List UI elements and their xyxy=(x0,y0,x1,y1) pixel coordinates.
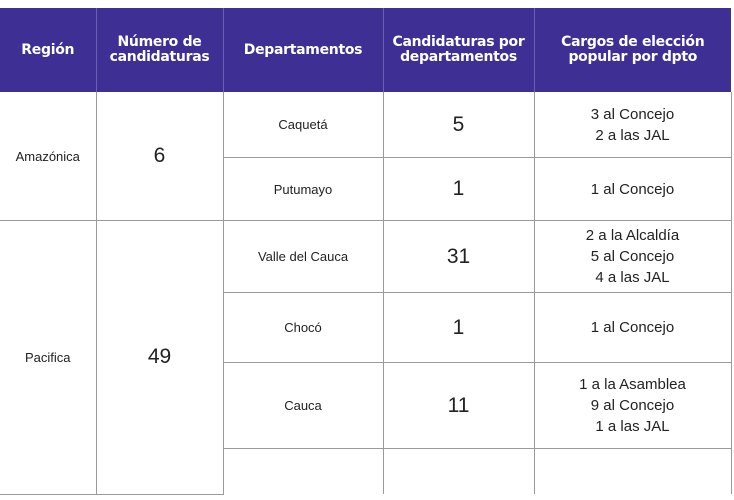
header-cargos: Cargos de elección popular por dpto xyxy=(534,8,731,92)
cargo-line: 1 a las JAL xyxy=(595,418,670,435)
region-count: 49 xyxy=(96,221,223,495)
cargo-line: 2 a las JAL xyxy=(595,126,670,144)
department-name: Cauca xyxy=(223,363,383,449)
header-departamentos: Departamentos xyxy=(223,8,383,92)
department-cargos xyxy=(534,363,731,449)
header-num-candidaturas: Número de candidaturas xyxy=(96,8,223,92)
department-count: 1 xyxy=(383,293,534,363)
department-count: 5 xyxy=(383,92,534,158)
department-name: Chocó xyxy=(223,293,383,363)
department-cargos xyxy=(534,158,731,221)
header-region: Región xyxy=(0,8,96,92)
department-count: 11 xyxy=(383,363,534,449)
cargo-line: 1 a la Asamblea xyxy=(579,376,686,393)
candidaturas-table xyxy=(0,8,732,495)
department-cargos xyxy=(534,92,731,158)
department-name: Putumayo xyxy=(223,158,383,221)
header-candidaturas-por-dpto: Candidaturas por departamentos xyxy=(383,8,534,92)
header-row xyxy=(0,8,731,92)
cargo-line: 2 a la Alcaldía xyxy=(585,227,680,244)
cargo-line: 9 al Concejo xyxy=(590,397,675,414)
table-row xyxy=(0,92,731,158)
department-name: Caquetá xyxy=(223,92,383,158)
department-cargos xyxy=(534,449,731,495)
cargo-line: 3 al Concejo xyxy=(590,105,675,123)
department-count: 31 xyxy=(383,221,534,293)
table-row xyxy=(0,221,731,293)
cargo-line: 1 al Concejo xyxy=(590,180,675,198)
department-cargos xyxy=(534,293,731,363)
region-name: Amazónica xyxy=(0,92,96,221)
department-count xyxy=(383,449,534,495)
department-count: 1 xyxy=(383,158,534,221)
cargo-line: 1 al Concejo xyxy=(590,319,675,336)
region-name: Pacifica xyxy=(0,221,96,495)
department-cargos xyxy=(534,221,731,293)
department-name: Valle del Cauca xyxy=(223,221,383,293)
cargo-line: 4 a las JAL xyxy=(595,269,670,286)
region-count: 6 xyxy=(96,92,223,221)
department-name xyxy=(223,449,383,495)
cargo-line: 5 al Concejo xyxy=(590,248,675,265)
